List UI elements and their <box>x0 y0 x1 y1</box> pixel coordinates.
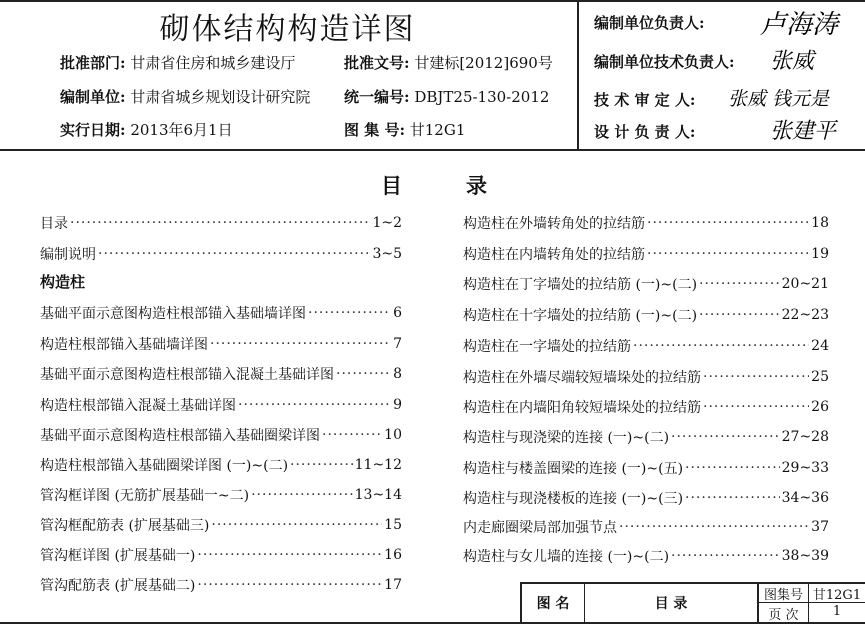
header-divider <box>0 149 865 151</box>
compile-unit-label: 编制单位: <box>60 88 126 106</box>
unified-no-value: DBJT25-130-2012 <box>414 88 550 106</box>
impl-date-row <box>60 119 233 140</box>
toc-entry[interactable] <box>463 304 829 326</box>
unified-no-label: 统一编号: <box>344 88 410 106</box>
toc-entry[interactable] <box>40 212 402 234</box>
approve-no-row <box>344 52 553 73</box>
toc-entry-title: 管沟配筋表 (扩展基础二) <box>40 578 196 594</box>
toc-entry[interactable] <box>463 335 829 357</box>
toc-entry-title: 构造柱在内墙转角处的拉结筋 <box>463 247 645 263</box>
toc-entry[interactable] <box>463 243 829 265</box>
toc-entry-title: 构造柱与现浇楼板的连接 (一)~(三) <box>463 491 684 507</box>
toc-entry[interactable] <box>463 212 829 234</box>
toc-entry[interactable] <box>40 484 402 506</box>
toc-entry-page: 8 <box>393 366 402 382</box>
header-vertical-divider <box>577 0 579 150</box>
approve-no-value: 甘建标[2012]690号 <box>414 54 553 72</box>
toc-section <box>40 270 402 292</box>
toc-entry[interactable] <box>463 366 829 388</box>
toc-entry-page: 6 <box>393 305 402 321</box>
toc-entry-page: 25 <box>811 369 829 385</box>
toc-entry-title: 构造柱根部锚入混凝土基础详图 <box>40 398 236 414</box>
toc-entry[interactable] <box>40 514 402 536</box>
toc-entry-title: 构造柱在十字墙处的拉结筋 (一)~(二) <box>463 308 698 324</box>
toc-entry-page: 18 <box>811 215 829 231</box>
approve-no-label: 批准文号: <box>344 54 410 72</box>
toc-entry[interactable] <box>40 544 402 566</box>
atlas-no-label: 图 集 号: <box>344 121 405 139</box>
toc-entry-title: 构造柱在内墙阳角较短墙垛处的拉结筋 <box>463 400 701 416</box>
toc-entry[interactable] <box>40 333 402 355</box>
top-border <box>0 0 865 2</box>
toc-entry-page: 17 <box>384 577 402 593</box>
toc-entry-title: 构造柱在外墙转角处的拉结筋 <box>463 216 645 232</box>
toc-entry-title: 管沟框配筋表 (扩展基础三) <box>40 518 210 534</box>
toc-entry-title: 内走廊圈梁局部加强节点 <box>463 520 617 536</box>
toc-entry-title: 管沟框详图 (扩展基础一) <box>40 548 196 564</box>
bottom-border <box>0 622 865 624</box>
toc-entry-page: 27~28 <box>781 429 829 445</box>
toc-entry-page: 24 <box>811 338 829 354</box>
toc-entry-page: 20~21 <box>781 276 829 292</box>
atlas-no-label-cell: 图集号 <box>763 588 803 603</box>
toc-entry-page: 7 <box>393 336 402 352</box>
toc-entry-page: 22~23 <box>781 307 829 323</box>
toc-entry[interactable] <box>40 394 402 416</box>
signature-2: 张威 <box>770 49 815 74</box>
toc-entry-page: 29~33 <box>781 460 829 476</box>
toc-entry-page: 1~2 <box>372 215 402 231</box>
responsible-label-4: 设 计 负 责 人: <box>594 123 696 141</box>
approve-dept-row <box>60 52 295 73</box>
toc-entry[interactable] <box>40 574 402 596</box>
toc-entry[interactable] <box>40 424 402 446</box>
compile-unit-value: 甘肃省城乡规划设计研究院 <box>130 88 311 106</box>
responsible-label-1: 编制单位负责人: <box>594 14 705 32</box>
toc-entry-page: 3~5 <box>372 246 402 262</box>
impl-date-value: 2013年6月1日 <box>130 121 233 139</box>
page-label-cell: 页 次 <box>768 608 799 623</box>
toc-entry[interactable] <box>463 273 829 295</box>
toc-section-title: 构造柱 <box>40 272 86 291</box>
toc-entry[interactable] <box>40 302 402 324</box>
signature-1: 卢海涛 <box>760 10 839 40</box>
toc-entry-page: 16 <box>384 547 402 563</box>
toc-entry-title: 构造柱根部锚入基础圈梁详图 (一)~(二) <box>40 458 289 474</box>
toc-entry[interactable] <box>463 487 829 509</box>
toc-entry[interactable] <box>463 457 829 479</box>
unified-no-row <box>344 86 549 107</box>
impl-date-label: 实行日期: <box>60 121 126 139</box>
toc-entry[interactable] <box>463 396 829 418</box>
toc-entry-title: 构造柱与女儿墙的连接 (一)~(二) <box>463 549 670 565</box>
toc-entry-title: 基础平面示意图构造柱根部锚入基础墙详图 <box>40 306 306 322</box>
toc-entry-page: 9 <box>393 397 402 413</box>
toc-entry-page: 13~14 <box>354 487 402 503</box>
atlas-title: 砌体结构构造详图 <box>159 12 416 47</box>
toc-entry-page: 19 <box>811 246 829 262</box>
toc-entry-page: 37 <box>811 519 829 535</box>
drawing-name-label: 图 名 <box>536 596 570 612</box>
responsible-label-3: 技 术 审 定 人: <box>594 91 696 109</box>
toc-entry-page: 11~12 <box>354 457 402 473</box>
compile-unit-row <box>60 86 310 107</box>
toc-entry-page: 10 <box>384 427 402 443</box>
toc-entry-title: 构造柱在一字墙处的拉结筋 <box>463 339 631 355</box>
signature-4: 张建平 <box>770 119 837 144</box>
approve-dept-value: 甘肃省住房和城乡建设厅 <box>130 54 296 72</box>
toc-entry-page: 26 <box>811 399 829 415</box>
toc-entry[interactable] <box>463 516 829 538</box>
approve-dept-label: 批准部门: <box>60 54 126 72</box>
toc-entry-page: 38~39 <box>781 548 829 564</box>
atlas-no-value-cell: 甘12G1 <box>812 588 862 603</box>
toc-entry-page: 15 <box>384 517 402 533</box>
contents-heading-right: 录 <box>466 173 487 198</box>
atlas-no-row <box>344 119 465 140</box>
drawing-name-value: 目 录 <box>654 596 688 612</box>
page-no-cell: 1 <box>832 604 842 619</box>
toc-entry[interactable] <box>40 454 402 476</box>
toc-entry-title: 构造柱与现浇梁的连接 (一)~(二) <box>463 430 670 446</box>
responsible-label-2: 编制单位技术负责人: <box>594 53 735 71</box>
atlas-no-value: 甘12G1 <box>409 121 466 139</box>
toc-entry-title: 构造柱与楼盖圈梁的连接 (一)~(五) <box>463 461 684 477</box>
toc-entry-title: 构造柱在丁字墙处的拉结筋 (一)~(二) <box>463 277 698 293</box>
signature-3: 张威 钱元是 <box>728 88 830 110</box>
toc-entry-title: 目录 <box>40 216 68 232</box>
toc-entry-title: 构造柱根部锚入基础墙详图 <box>40 337 208 353</box>
toc-entry-title: 构造柱在外墙尽端较短墙垛处的拉结筋 <box>463 370 701 386</box>
toc-entry-title: 编制说明 <box>40 247 96 263</box>
toc-entry[interactable] <box>40 243 402 265</box>
toc-entry-page: 34~36 <box>781 490 829 506</box>
toc-entry[interactable] <box>463 426 829 448</box>
toc-entry-title: 管沟框详图 (无筋扩展基础一~二) <box>40 488 250 504</box>
toc-entry-title: 基础平面示意图构造柱根部锚入基础圈梁详图 <box>40 428 320 444</box>
toc-entry[interactable] <box>40 363 402 385</box>
toc-entry-title: 基础平面示意图构造柱根部锚入混凝土基础详图 <box>40 367 334 383</box>
toc-entry[interactable] <box>463 545 829 567</box>
contents-heading-left: 目 <box>381 173 402 198</box>
